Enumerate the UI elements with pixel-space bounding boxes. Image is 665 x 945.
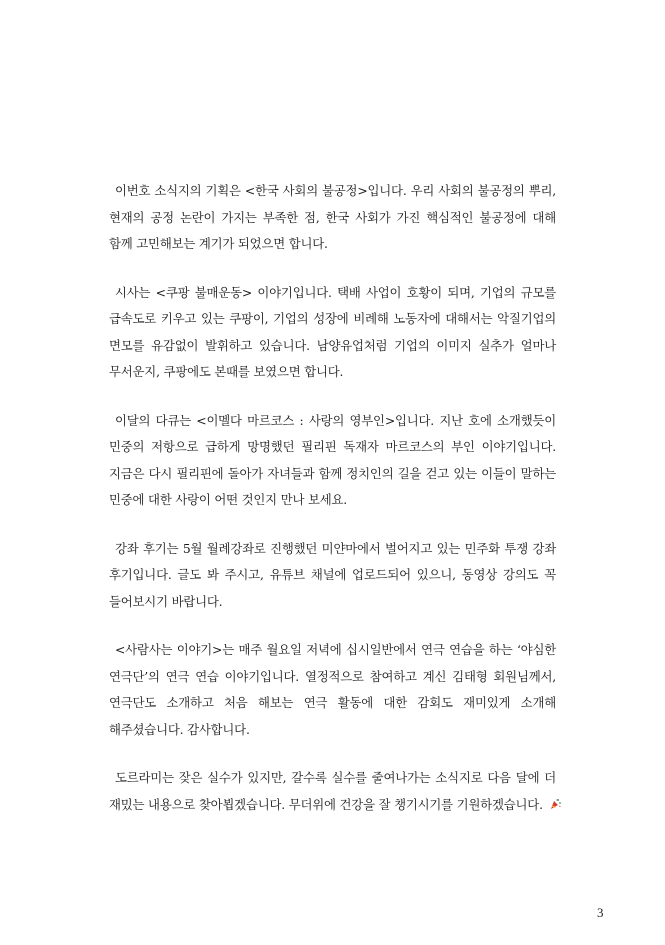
intro-paragraph: 이번호 소식지의 기획은 <한국 사회의 불공정>입니다. 우리 사회의 불공정의 뿌리, 현재의 공정 논란이 가지는 부족한 점, 한국 사회가 가진 핵심적인 불공정에 대해 함께 고민해보는 계기가 되었으면 합니다. xyxy=(109,183,556,251)
page-number: 3 xyxy=(597,905,604,920)
current-affairs-paragraph: 시사는 <쿠팡 불매운동> 이야기입니다. 택배 사업이 호황이 되며, 기업의 규모를 급속도로 키우고 있는 쿠팡이, 기업의 성장에 비례해 노동자에 대해서는 악질기업의 면모를 유감없이 발휘하고 있습니다. 남양유업처럼 기업의 이미지 실추가 얼마나 무서운지, 쿠팡에도 본때를 보였으면 합니다. xyxy=(109,284,556,379)
people-stories-paragraph: <사람사는 이야기>는 매주 월요일 저녁에 십시일반에서 연극 연습을 하는 ‘야심한 연극단’의 연극 연습 이야기입니다. 열정적으로 참여하고 계신 김태형 회원님께서, 연극단도 소개하고 처음 해보는 연극 활동에 대한 감회도 재미있게 소개해 해주셨습니다. 감사합니다. xyxy=(109,642,556,737)
page-body xyxy=(109,178,556,818)
closing-paragraph xyxy=(109,765,556,818)
lecture-review-paragraph: 강좌 후기는 5월 월례강좌로 진행했던 미얀마에서 벌어지고 있는 민주화 투쟁 강좌 후기입니다. 글도 봐 주시고, 유튜브 채널에 업로드되어 있으니, 동영상 강의도 꼭 들어보시기 바랍니다. xyxy=(109,540,556,609)
documentary-paragraph: 이달의 다큐는 <이멜다 마르코스 : 사랑의 영부인>입니다. 지난 호에 소개했듯이 민중의 저항으로 급하게 망명했던 필리핀 독재자 마르코스의 부인 이야기입니다. 지금은 다시 필리핀에 돌아가 자녀들과 함께 정치인의 길을 걷고 있는 이들이 말하는 민중에 대한 사랑이 어떤 것인지 만나 보세요. xyxy=(109,412,556,507)
closing-text: 도르라미는 잦은 실수가 있지만, 갈수록 실수를 줄여나가는 소식지로 다음 달에 더 재밌는 내용으로 찾아뵙겠습니다. 무더위에 건강을 잘 챙기시기를 기원하겠습니다. xyxy=(109,770,556,812)
party-popper-icon xyxy=(544,793,555,805)
